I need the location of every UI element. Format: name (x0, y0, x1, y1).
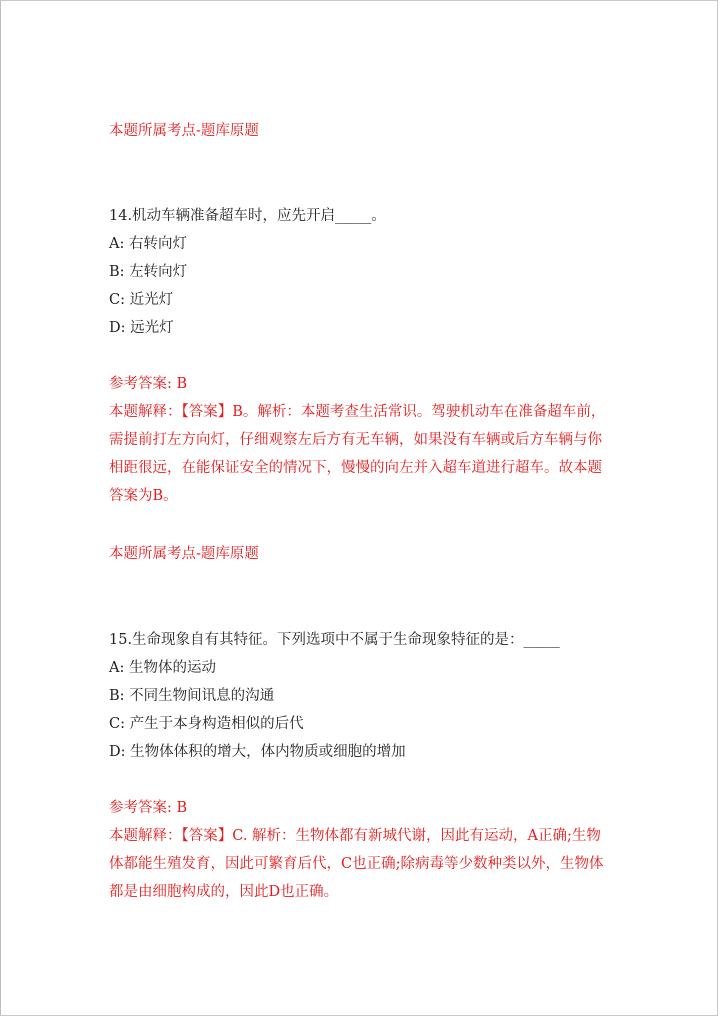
question-14-explanation-line-2: 需提前打左方向灯，仔细观察左后方有无车辆，如果没有车辆或后方车辆与你 (109, 432, 602, 448)
question-15-stem: 15.生命现象自有其特征。下列选项中不属于生命现象特征的是：_____ (109, 632, 560, 648)
question-15-explanation-line-2: 体都能生殖发育，因此可繁育后代，C也正确;除病毒等少数种类以外，生物体 (109, 856, 604, 872)
question-14-explanation-line-1: 本题解释：【答案】B。解析：本题考查生活常识。驾驶机动车在准备超车前， (109, 404, 606, 420)
question-15-option-d: D: 生物体体积的增大，体内物质或细胞的增加 (109, 744, 406, 760)
question-14-option-a: A: 右转向灯 (109, 236, 187, 252)
question-15-option-b: B: 不同生物间讯息的沟通 (109, 688, 275, 704)
question-14-answer: 参考答案: B (109, 376, 188, 392)
question-15-option-a: A: 生物体的运动 (109, 660, 216, 676)
question-15-option-c: C: 产生于本身构造相似的后代 (109, 716, 304, 732)
question-14-explanation-line-3: 相距很远，在能保证安全的情况下，慢慢的向左并入超车道进行超车。故本题 (109, 460, 602, 476)
source-note-top: 本题所属考点-题库原题 (109, 123, 259, 139)
question-15-explanation-line-1: 本题解释：【答案】C. 解析：生物体都有新城代谢，因此有运动，A正确;生物 (109, 828, 601, 844)
question-15-answer: 参考答案: B (109, 800, 188, 816)
question-14-option-d: D: 远光灯 (109, 320, 174, 336)
question-14-stem: 14.机动车辆准备超车时，应先开启_____。 (109, 208, 386, 224)
question-14-option-b: B: 左转向灯 (109, 264, 188, 280)
question-14-source-note: 本题所属考点-题库原题 (109, 546, 259, 562)
question-14-explanation-line-4: 答案为B。 (109, 488, 178, 504)
question-14-option-c: C: 近光灯 (109, 292, 174, 308)
question-15-explanation-line-3: 都是由细胞构成的，因此D也正确。 (109, 884, 339, 900)
